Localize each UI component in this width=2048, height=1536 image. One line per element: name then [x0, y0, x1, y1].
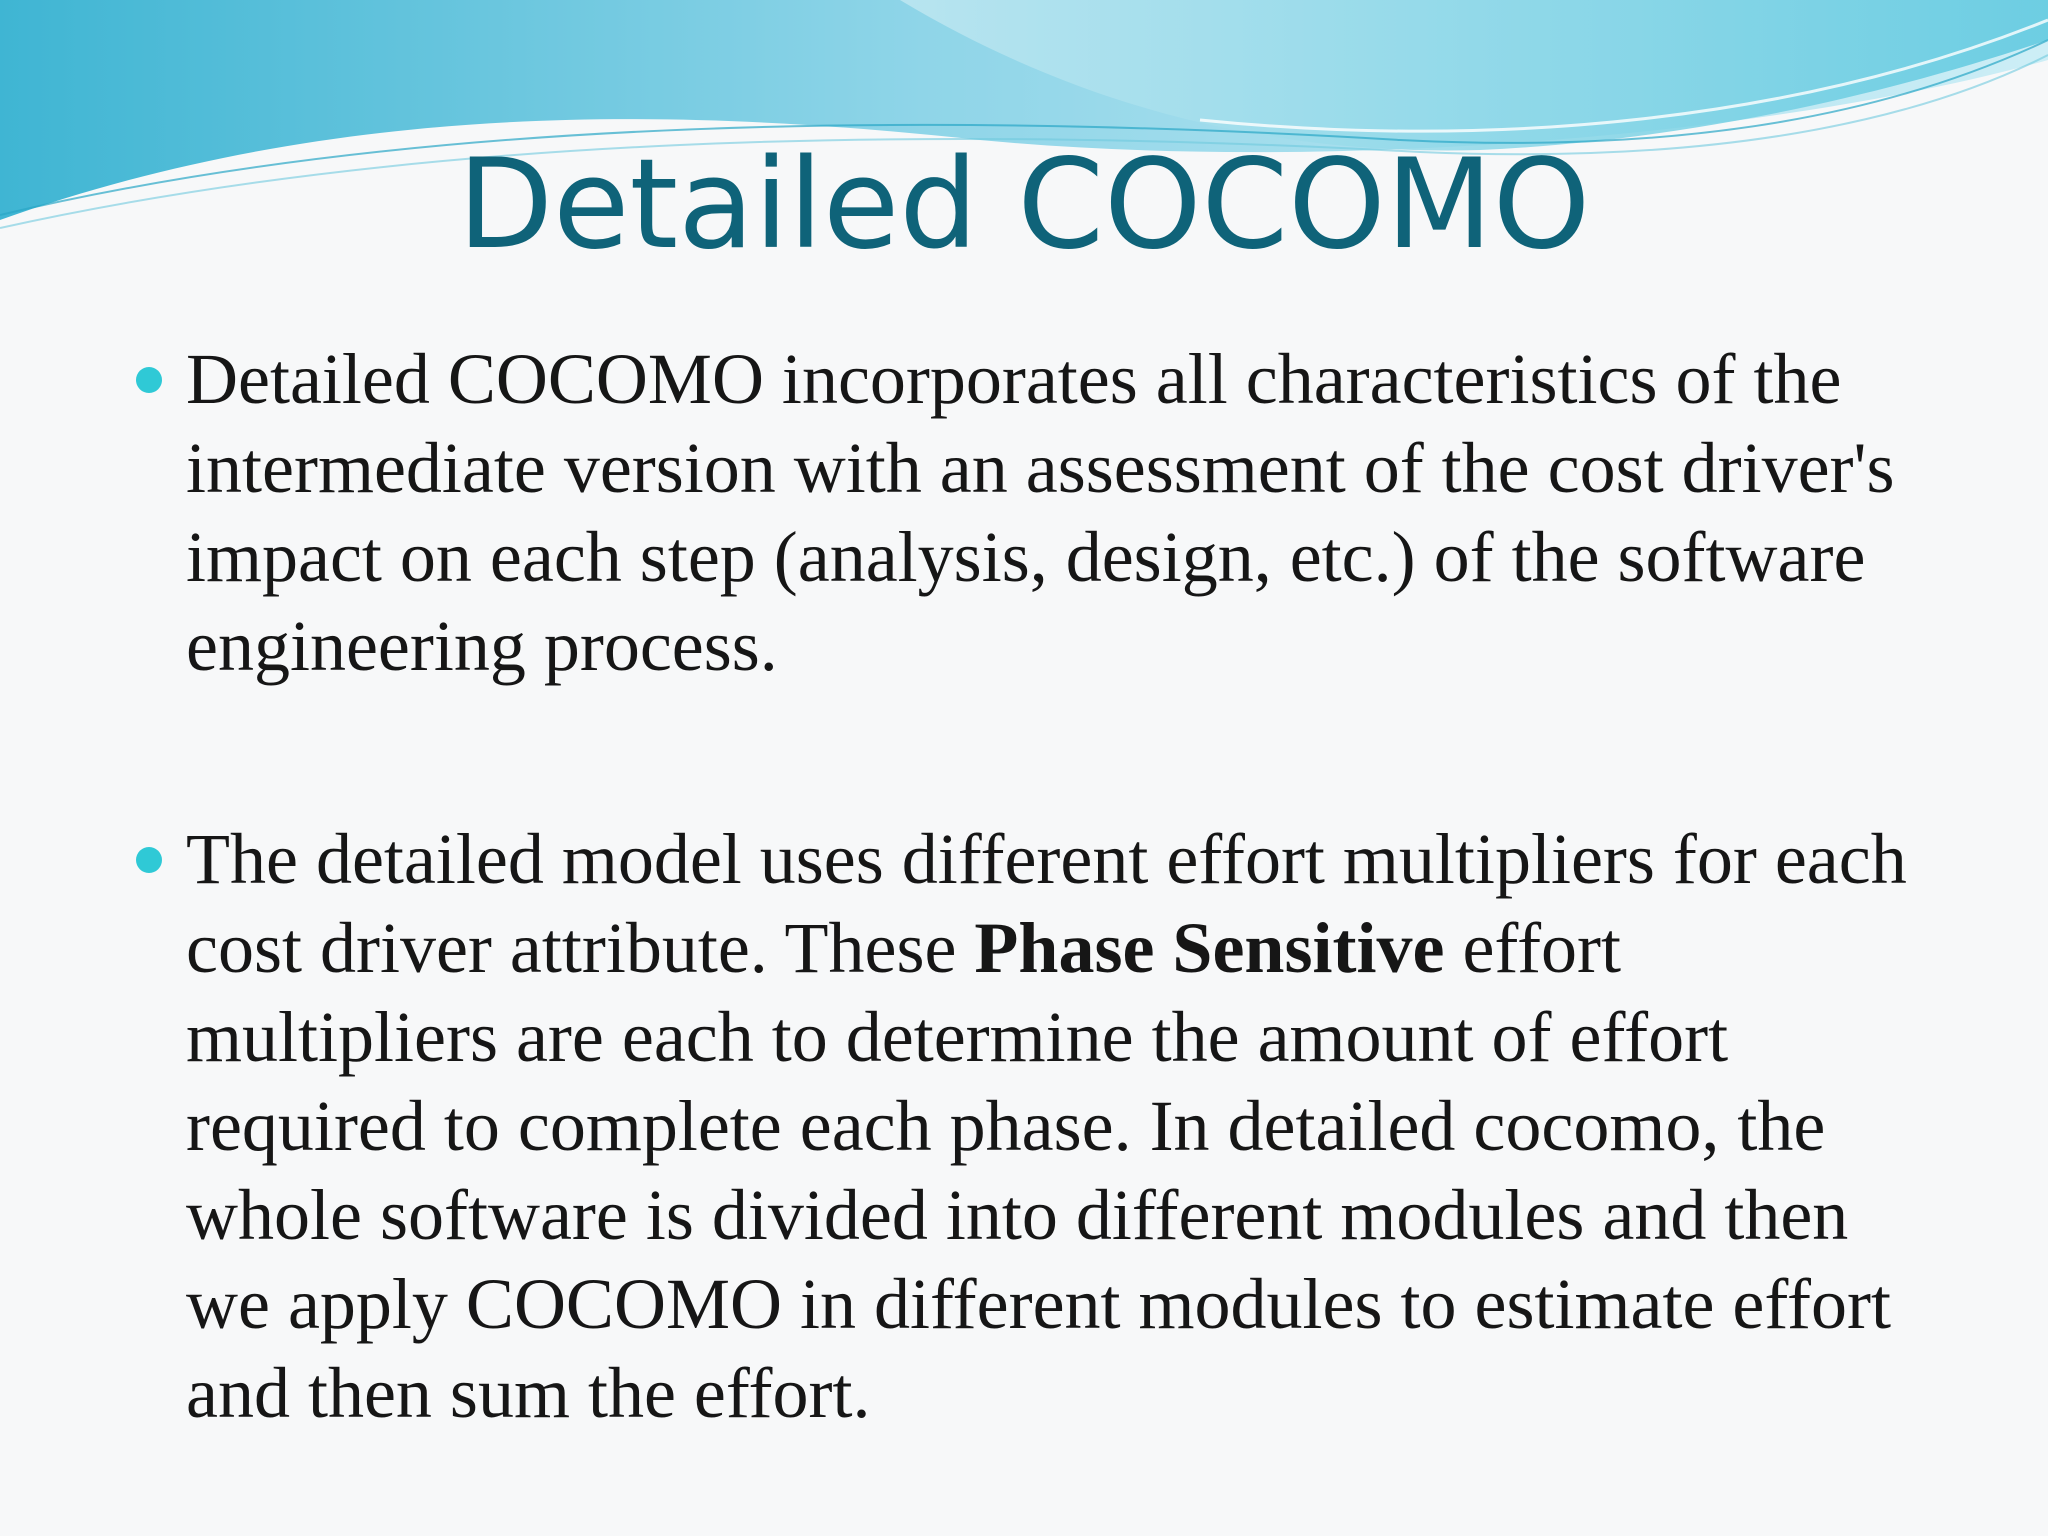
slide-title: Detailed COCOMO [457, 133, 1591, 277]
bullet-text-2 [186, 815, 1946, 1438]
bullet-text-1: Detailed COCOMO incorporates all characteristics of the intermediate version with an assessment of the cost driver's impact on each step (analysis, design, etc.) of the software engineering process. [186, 339, 1895, 686]
bullet-dot-icon [136, 367, 162, 393]
bullet-2-text-start: The detailed model uses different effort multipliers for each cost driver attribute. These [186, 819, 1907, 988]
bullet-2-text-end: effort multipliers are each to determine the amount of effort required to complete each phase. In detailed cocomo, the whole software is divided into different modules and then we apply COCOMO in different modules to estimate effort and then sum the effort. [186, 908, 1892, 1433]
bullet-dot-icon [136, 847, 162, 873]
bullet-item-1 [186, 335, 1946, 691]
bold-term-phase-sensitive: Phase Sensitive [974, 908, 1445, 988]
bullet-item-2 [186, 815, 1946, 1438]
